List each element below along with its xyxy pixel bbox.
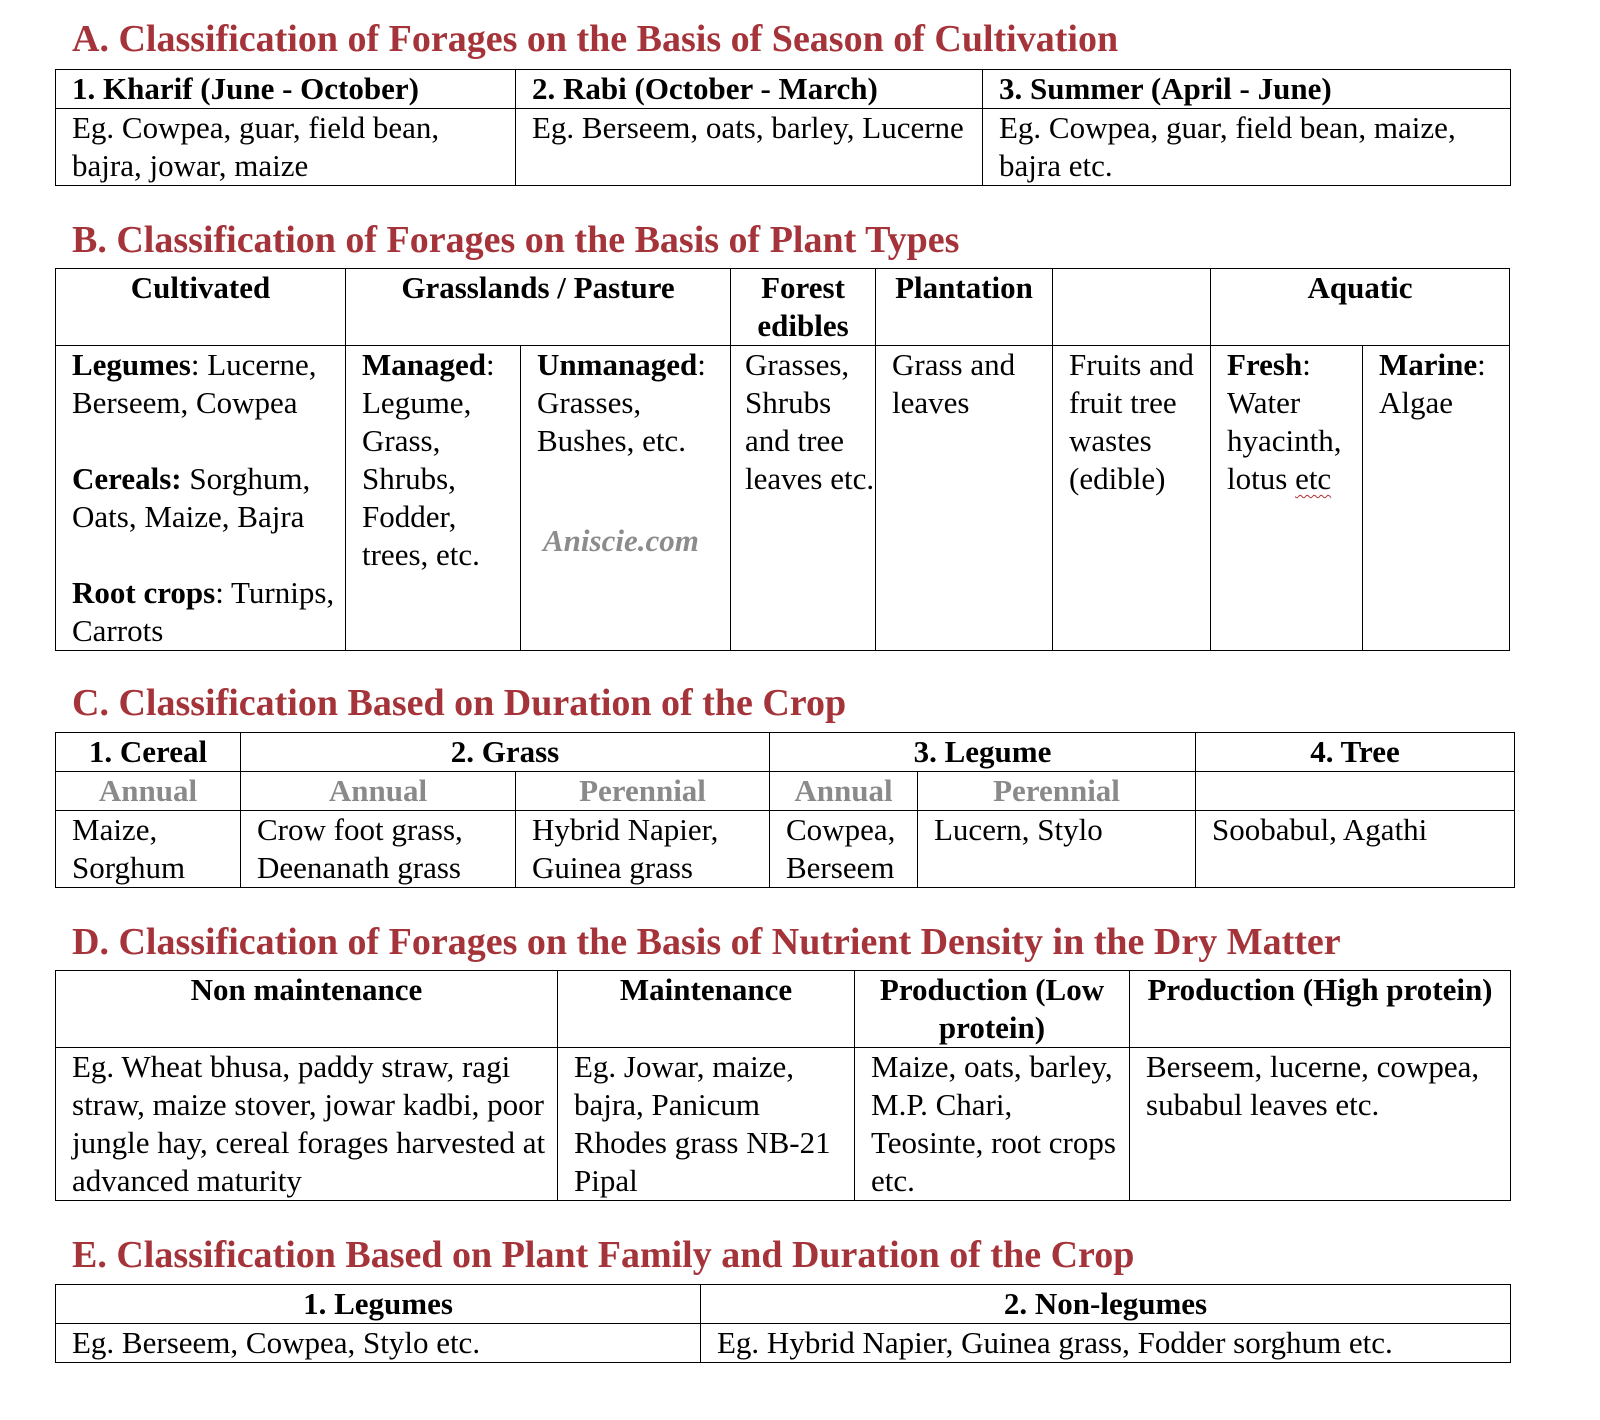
section-c-title: C. Classification Based on Duration of the Crop <box>72 682 847 724</box>
duration-table <box>55 732 1515 888</box>
forest-header: Forest edibles <box>731 269 876 346</box>
empty-header <box>1053 269 1211 346</box>
grass-perennial-cell: Hybrid Napier, Guinea grass <box>516 811 770 888</box>
marine-label: Marine <box>1379 347 1478 382</box>
cereal-annual-cell: Maize, Sorghum <box>56 811 241 888</box>
tree-empty-subheader <box>1196 772 1515 811</box>
season-table <box>55 69 1511 186</box>
legume-annual-subheader: Annual <box>770 772 918 811</box>
unmanaged-cell <box>521 346 731 651</box>
grass-annual-cell: Crow foot grass, Deenanath grass <box>241 811 516 888</box>
cultivated-cell <box>56 346 346 651</box>
unmanaged-label: Unmanaged <box>537 347 698 382</box>
non-legumes-header: 2. Non-legumes <box>701 1285 1511 1324</box>
fruits-cell: Fruits and fruit tree wastes (edible) <box>1053 346 1211 651</box>
section-d-title: D. Classification of Forages on the Basis of Nutrient Density in the Dry Matter <box>72 921 1341 963</box>
fresh-label: Fresh <box>1227 347 1303 382</box>
legume-perennial-subheader: Perennial <box>918 772 1196 811</box>
marine-text: : Algae <box>1379 347 1486 420</box>
kharif-header: 1. Kharif (June - October) <box>56 70 516 109</box>
grass-header: 2. Grass <box>241 733 770 772</box>
legumes-text: : Lucerne, Berseem, Cowpea <box>72 347 317 420</box>
managed-cell <box>346 346 521 651</box>
maintenance-header: Maintenance <box>558 971 855 1048</box>
legume-perennial-cell: Lucern, Stylo <box>918 811 1196 888</box>
marine-cell <box>1363 346 1510 651</box>
non-legumes-cell: Eg. Hybrid Napier, Guinea grass, Fodder sorghum etc. <box>701 1324 1511 1363</box>
cereal-annual-subheader: Annual <box>56 772 241 811</box>
cultivated-header: Cultivated <box>56 269 346 346</box>
tree-cell: Soobabul, Agathi <box>1196 811 1515 888</box>
nutrient-density-table <box>55 970 1511 1201</box>
section-a-title: A. Classification of Forages on the Basis of Season of Cultivation <box>72 18 1119 60</box>
non-maintenance-cell: Eg. Wheat bhusa, paddy straw, ragi straw, maize stover, jowar kadbi, poor jungle hay, cereal forages harvested at advanced maturity <box>56 1048 558 1201</box>
cereals-text: Sorghum, Oats, Maize, Bajra <box>72 461 311 534</box>
managed-label: Managed <box>362 347 486 382</box>
kharif-cell: Eg. Cowpea, guar, field bean, bajra, jowar, maize <box>56 109 516 186</box>
production-low-cell: Maize, oats, barley, M.P. Chari, Teosinte, root crops etc. <box>855 1048 1130 1201</box>
summer-header: 3. Summer (April - June) <box>983 70 1511 109</box>
summer-cell: Eg. Cowpea, guar, field bean, maize, bajra etc. <box>983 109 1511 186</box>
root-crops-label: Root crops <box>72 575 216 610</box>
cereal-header: 1. Cereal <box>56 733 241 772</box>
watermark: Aniscie.com <box>543 523 699 558</box>
plantation-cell: Grass and leaves <box>876 346 1053 651</box>
grass-perennial-subheader: Perennial <box>516 772 770 811</box>
forest-cell: Grasses, Shrubs and tree leaves etc. <box>731 346 876 651</box>
cereals-label: Cereals: <box>72 461 182 496</box>
grass-annual-subheader: Annual <box>241 772 516 811</box>
plantation-header: Plantation <box>876 269 1053 346</box>
fresh-text-etc: etc <box>1295 461 1332 496</box>
grasslands-header: Grasslands / Pasture <box>346 269 731 346</box>
fresh-text: : Water hyacinth, lotus <box>1227 347 1342 496</box>
plant-family-table <box>55 1284 1511 1363</box>
production-high-cell: Berseem, lucerne, cowpea, subabul leaves etc. <box>1130 1048 1511 1201</box>
managed-text: : Legume, Grass, Shrubs, Fodder, trees, etc. <box>362 347 495 572</box>
maintenance-cell: Eg. Jowar, maize, bajra, Panicum Rhodes grass NB-21 Pipal <box>558 1048 855 1201</box>
production-low-header: Production (Low protein) <box>855 971 1130 1048</box>
production-high-header: Production (High protein) <box>1130 971 1511 1048</box>
legume-header: 3. Legume <box>770 733 1196 772</box>
unmanaged-text: : Grasses, Bushes, etc. <box>537 347 706 458</box>
legume-annual-cell: Cowpea, Berseem <box>770 811 918 888</box>
plant-types-table <box>55 268 1510 651</box>
tree-header: 4. Tree <box>1196 733 1515 772</box>
legumes-label: Legumes <box>72 347 191 382</box>
rabi-header: 2. Rabi (October - March) <box>516 70 983 109</box>
fresh-cell <box>1211 346 1363 651</box>
rabi-cell: Eg. Berseem, oats, barley, Lucerne <box>516 109 983 186</box>
section-b-title: B. Classification of Forages on the Basis of Plant Types <box>72 219 960 261</box>
root-crops-text: : Turnips, Carrots <box>72 575 335 648</box>
aquatic-header: Aquatic <box>1211 269 1510 346</box>
non-maintenance-header: Non maintenance <box>56 971 558 1048</box>
legumes-cell: Eg. Berseem, Cowpea, Stylo etc. <box>56 1324 701 1363</box>
section-e-title: E. Classification Based on Plant Family and Duration of the Crop <box>72 1234 1135 1276</box>
legumes-header: 1. Legumes <box>56 1285 701 1324</box>
